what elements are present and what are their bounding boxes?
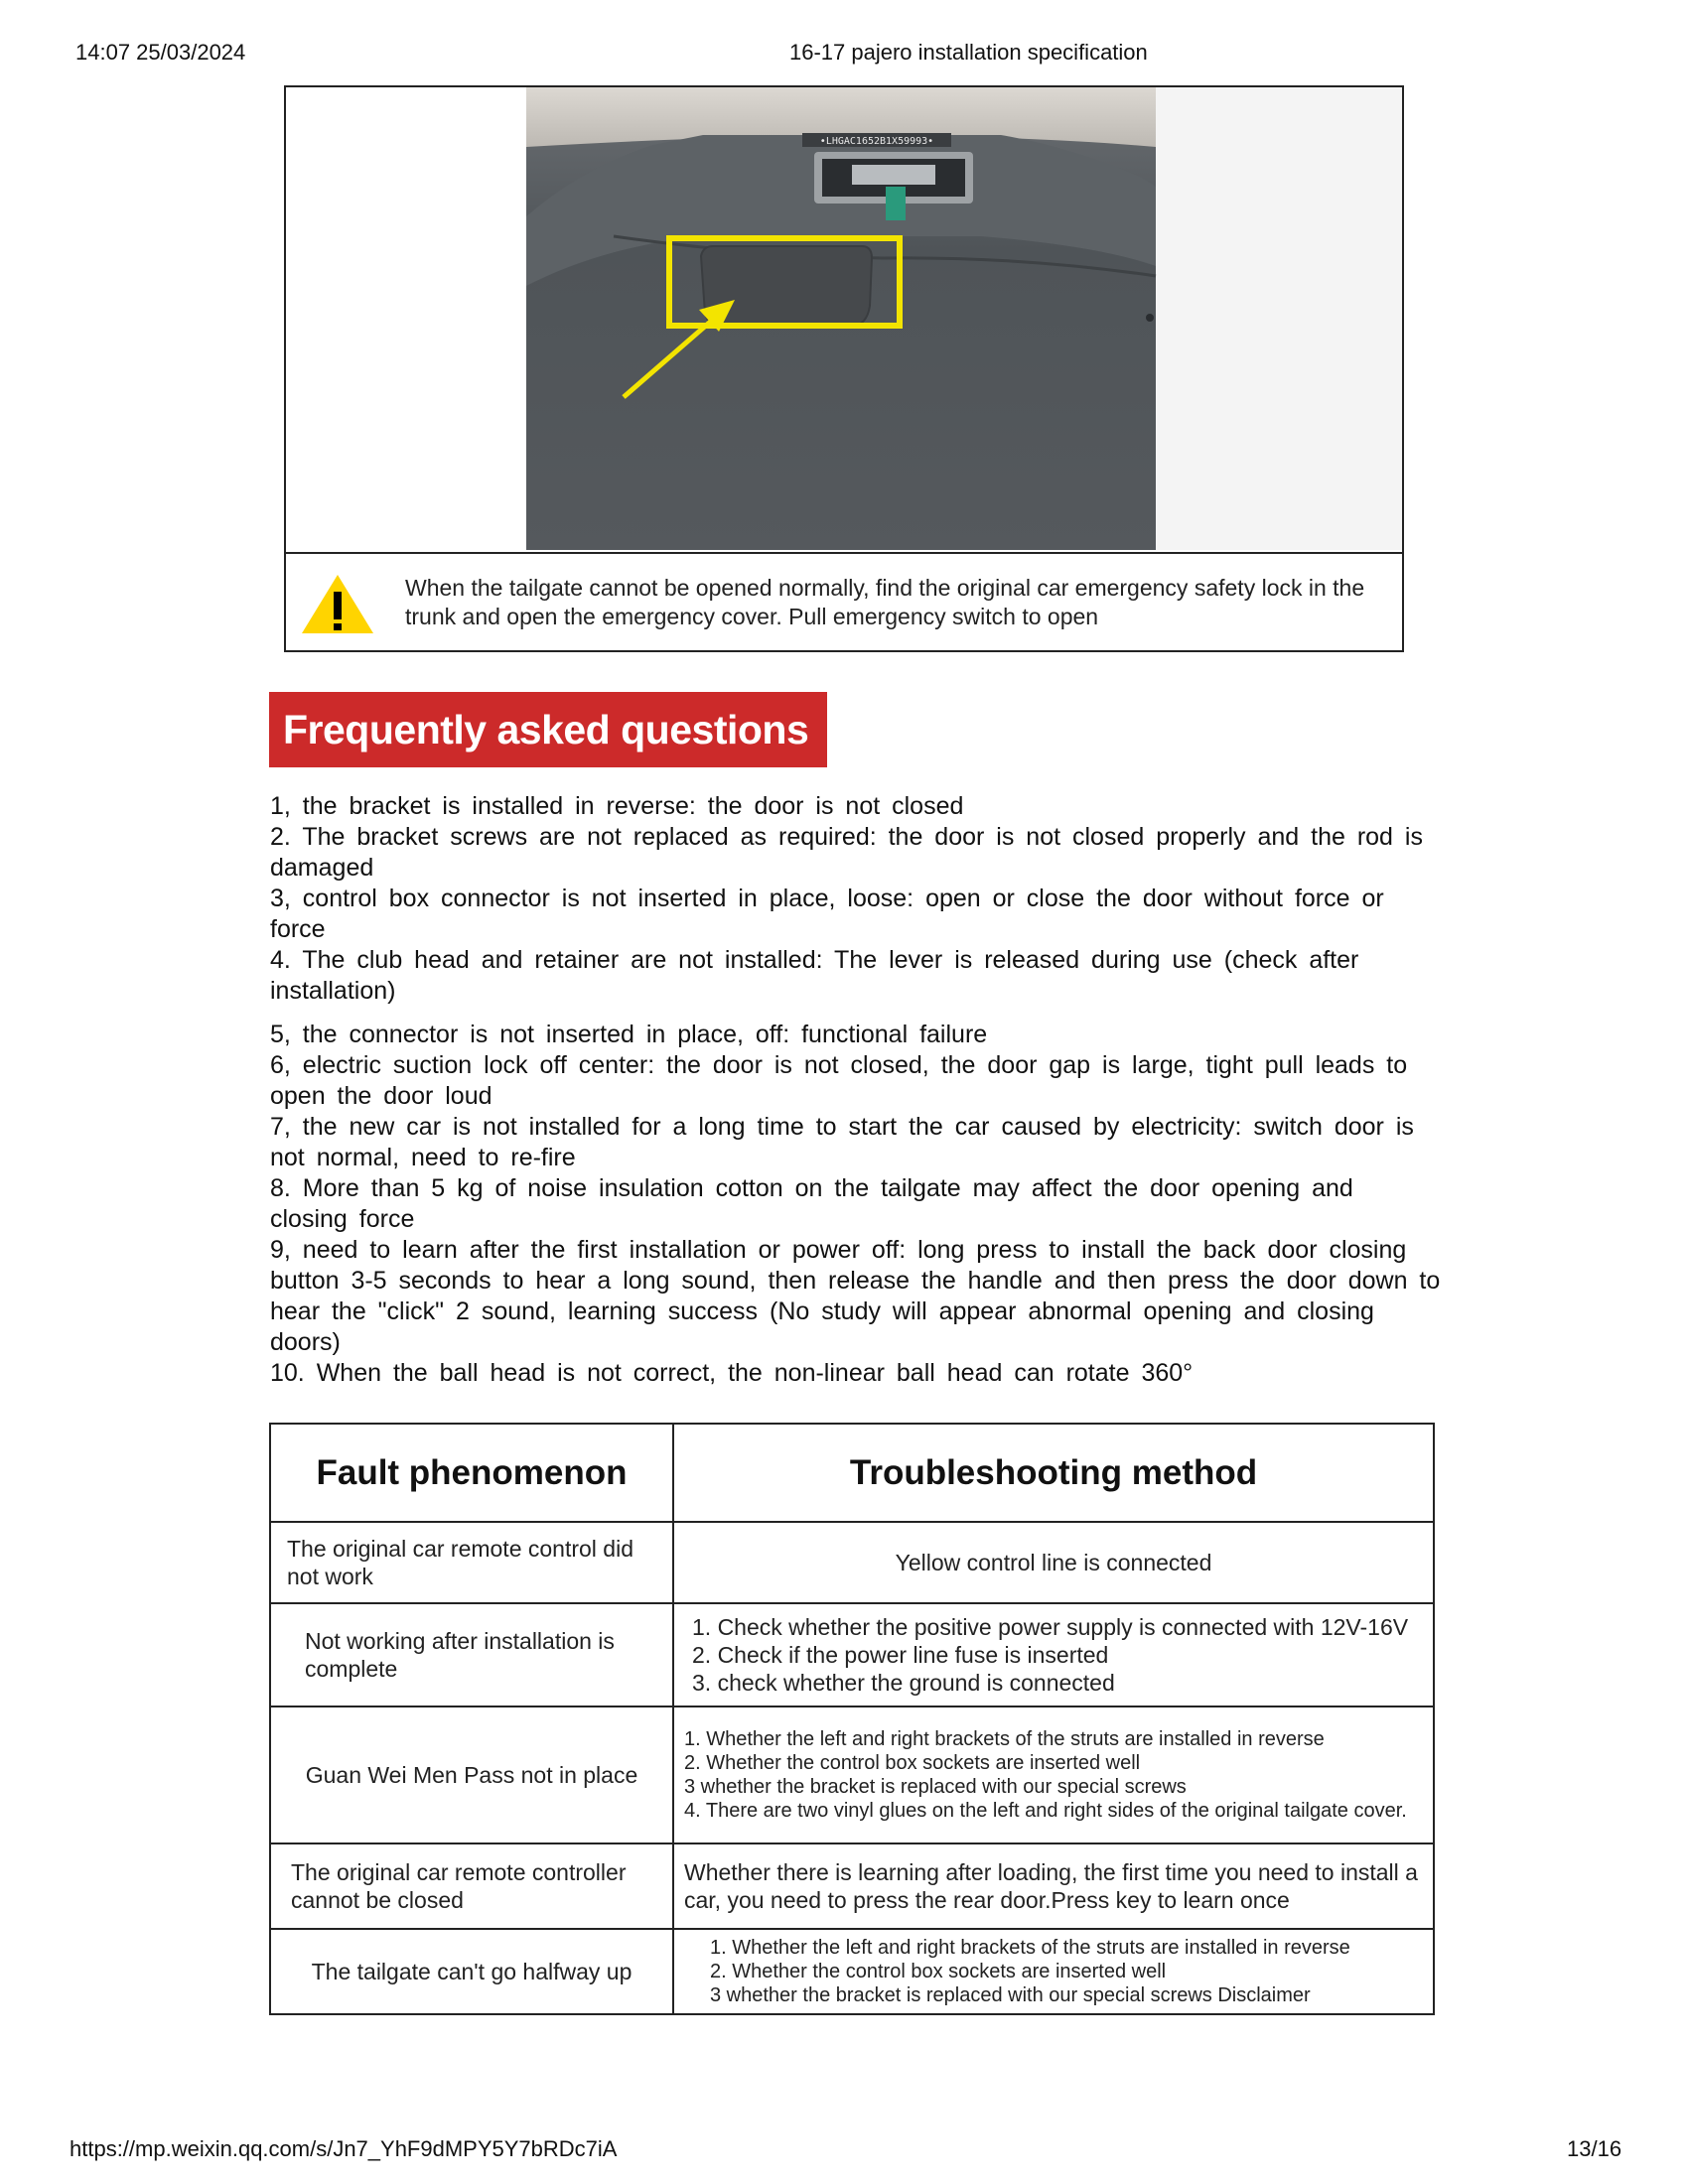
faq-item: 1, the bracket is installed in reverse: the door is not closed	[270, 792, 964, 820]
source-url: https://mp.weixin.qq.com/s/Jn7_YhF9dMPY5Y7bRDc7iA	[70, 2136, 618, 2161]
table-header-row	[270, 1424, 1434, 1522]
fault-cell: The tailgate can't go halfway up	[270, 1929, 673, 2014]
faq-item: 7, the new car is not installed for a long time to start the car caused by electricity: switch door is not normal, need to re-fire	[270, 1113, 1414, 1171]
troubleshooting-method-header: Troubleshooting method	[673, 1424, 1434, 1522]
fault-cell: Guan Wei Men Pass not in place	[270, 1706, 673, 1843]
fix-step: 3 whether the bracket is replaced with our special screws	[684, 1776, 1187, 1798]
fault-cell: The original car remote control did not work	[270, 1522, 673, 1603]
troubleshooting-table	[269, 1423, 1435, 2015]
fault-phenomenon-header: Fault phenomenon	[270, 1424, 673, 1522]
fix-step: 1. Whether the left and right brackets of the struts are installed in reverse	[684, 1728, 1325, 1750]
faq-item: 5, the connector is not inserted in place, off: functional failure	[270, 1021, 988, 1048]
fix-cell	[673, 1603, 1434, 1706]
tailgate-photo-panel	[284, 85, 1404, 652]
fault-cell: The original car remote controller cannot be closed	[270, 1843, 673, 1929]
tailgate-emergency-cover-photo	[286, 87, 1402, 552]
faq-item: 2. The bracket screws are not replaced as required: the door is not closed properly and the rod is damaged	[270, 823, 1423, 882]
print-timestamp: 14:07 25/03/2024	[75, 40, 246, 65]
fix-step: 2. Whether the control box sockets are inserted well	[710, 1961, 1167, 1982]
page-number: 13/16	[1567, 2136, 1622, 2161]
warning-row	[286, 552, 1402, 652]
fix-step: 3 whether the bracket is replaced with our special screws Disclaimer	[710, 1984, 1311, 2006]
faq-item: 3, control box connector is not inserted in place, loose: open or close the door without force or force	[270, 885, 1384, 943]
table-row	[270, 1603, 1434, 1706]
fix-cell: Whether there is learning after loading, the first time you need to install a car, you need to press the rear door.Press key to learn once	[673, 1843, 1434, 1929]
table-row	[270, 1522, 1434, 1603]
document-title: 16-17 pajero installation specification	[789, 40, 1148, 65]
fix-step: 1. Whether the left and right brackets of the struts are installed in reverse	[710, 1937, 1350, 1959]
fix-cell: Yellow control line is connected	[673, 1522, 1434, 1603]
fault-cell: Not working after installation is complete	[270, 1603, 673, 1706]
faq-item: 10. When the ball head is not correct, the non-linear ball head can rotate 360°	[270, 1359, 1194, 1387]
table-row	[270, 1929, 1434, 2014]
faq-heading: Frequently asked questions	[269, 692, 827, 767]
fix-step: 2. Whether the control box sockets are inserted well	[684, 1752, 1141, 1774]
faq-item: 6, electric suction lock off center: the door is not closed, the door gap is large, tight pull leads to open the door loud	[270, 1051, 1408, 1110]
faq-item: 9, need to learn after the first installation or power off: long press to install the back door closing button 3-5 seconds to hear a long sound, then release the handle and then press the door down to hear the "click" 2 sound, learning success (No study will appear abnormal opening and closing doors)	[270, 1236, 1441, 1356]
vin-sticker: •LHGAC1652B1X59993•	[819, 136, 934, 147]
fix-step: 2. Check if the power line fuse is inserted	[692, 1642, 1109, 1668]
fix-step: 1. Check whether the positive power supply is connected with 12V-16V	[692, 1614, 1409, 1640]
fix-cell	[673, 1706, 1434, 1843]
warning-text: When the tailgate cannot be opened normally, find the original car emergency safety lock in the trunk and open the emergency cover. Pull emergency switch to open	[405, 575, 1365, 629]
faq-list	[270, 791, 1442, 1389]
warning-icon	[300, 572, 375, 635]
fix-step: 3. check whether the ground is connected	[692, 1670, 1115, 1696]
table-row	[270, 1843, 1434, 1929]
fix-cell	[673, 1929, 1434, 2014]
fix-step: 4. There are two vinyl glues on the left and right sides of the original tailgate cover.	[684, 1800, 1407, 1822]
faq-item: 4. The club head and retainer are not installed: The lever is released during use (check after installation)	[270, 946, 1359, 1005]
table-row	[270, 1706, 1434, 1843]
faq-item: 8. More than 5 kg of noise insulation cotton on the tailgate may affect the door opening and closing force	[270, 1174, 1353, 1233]
